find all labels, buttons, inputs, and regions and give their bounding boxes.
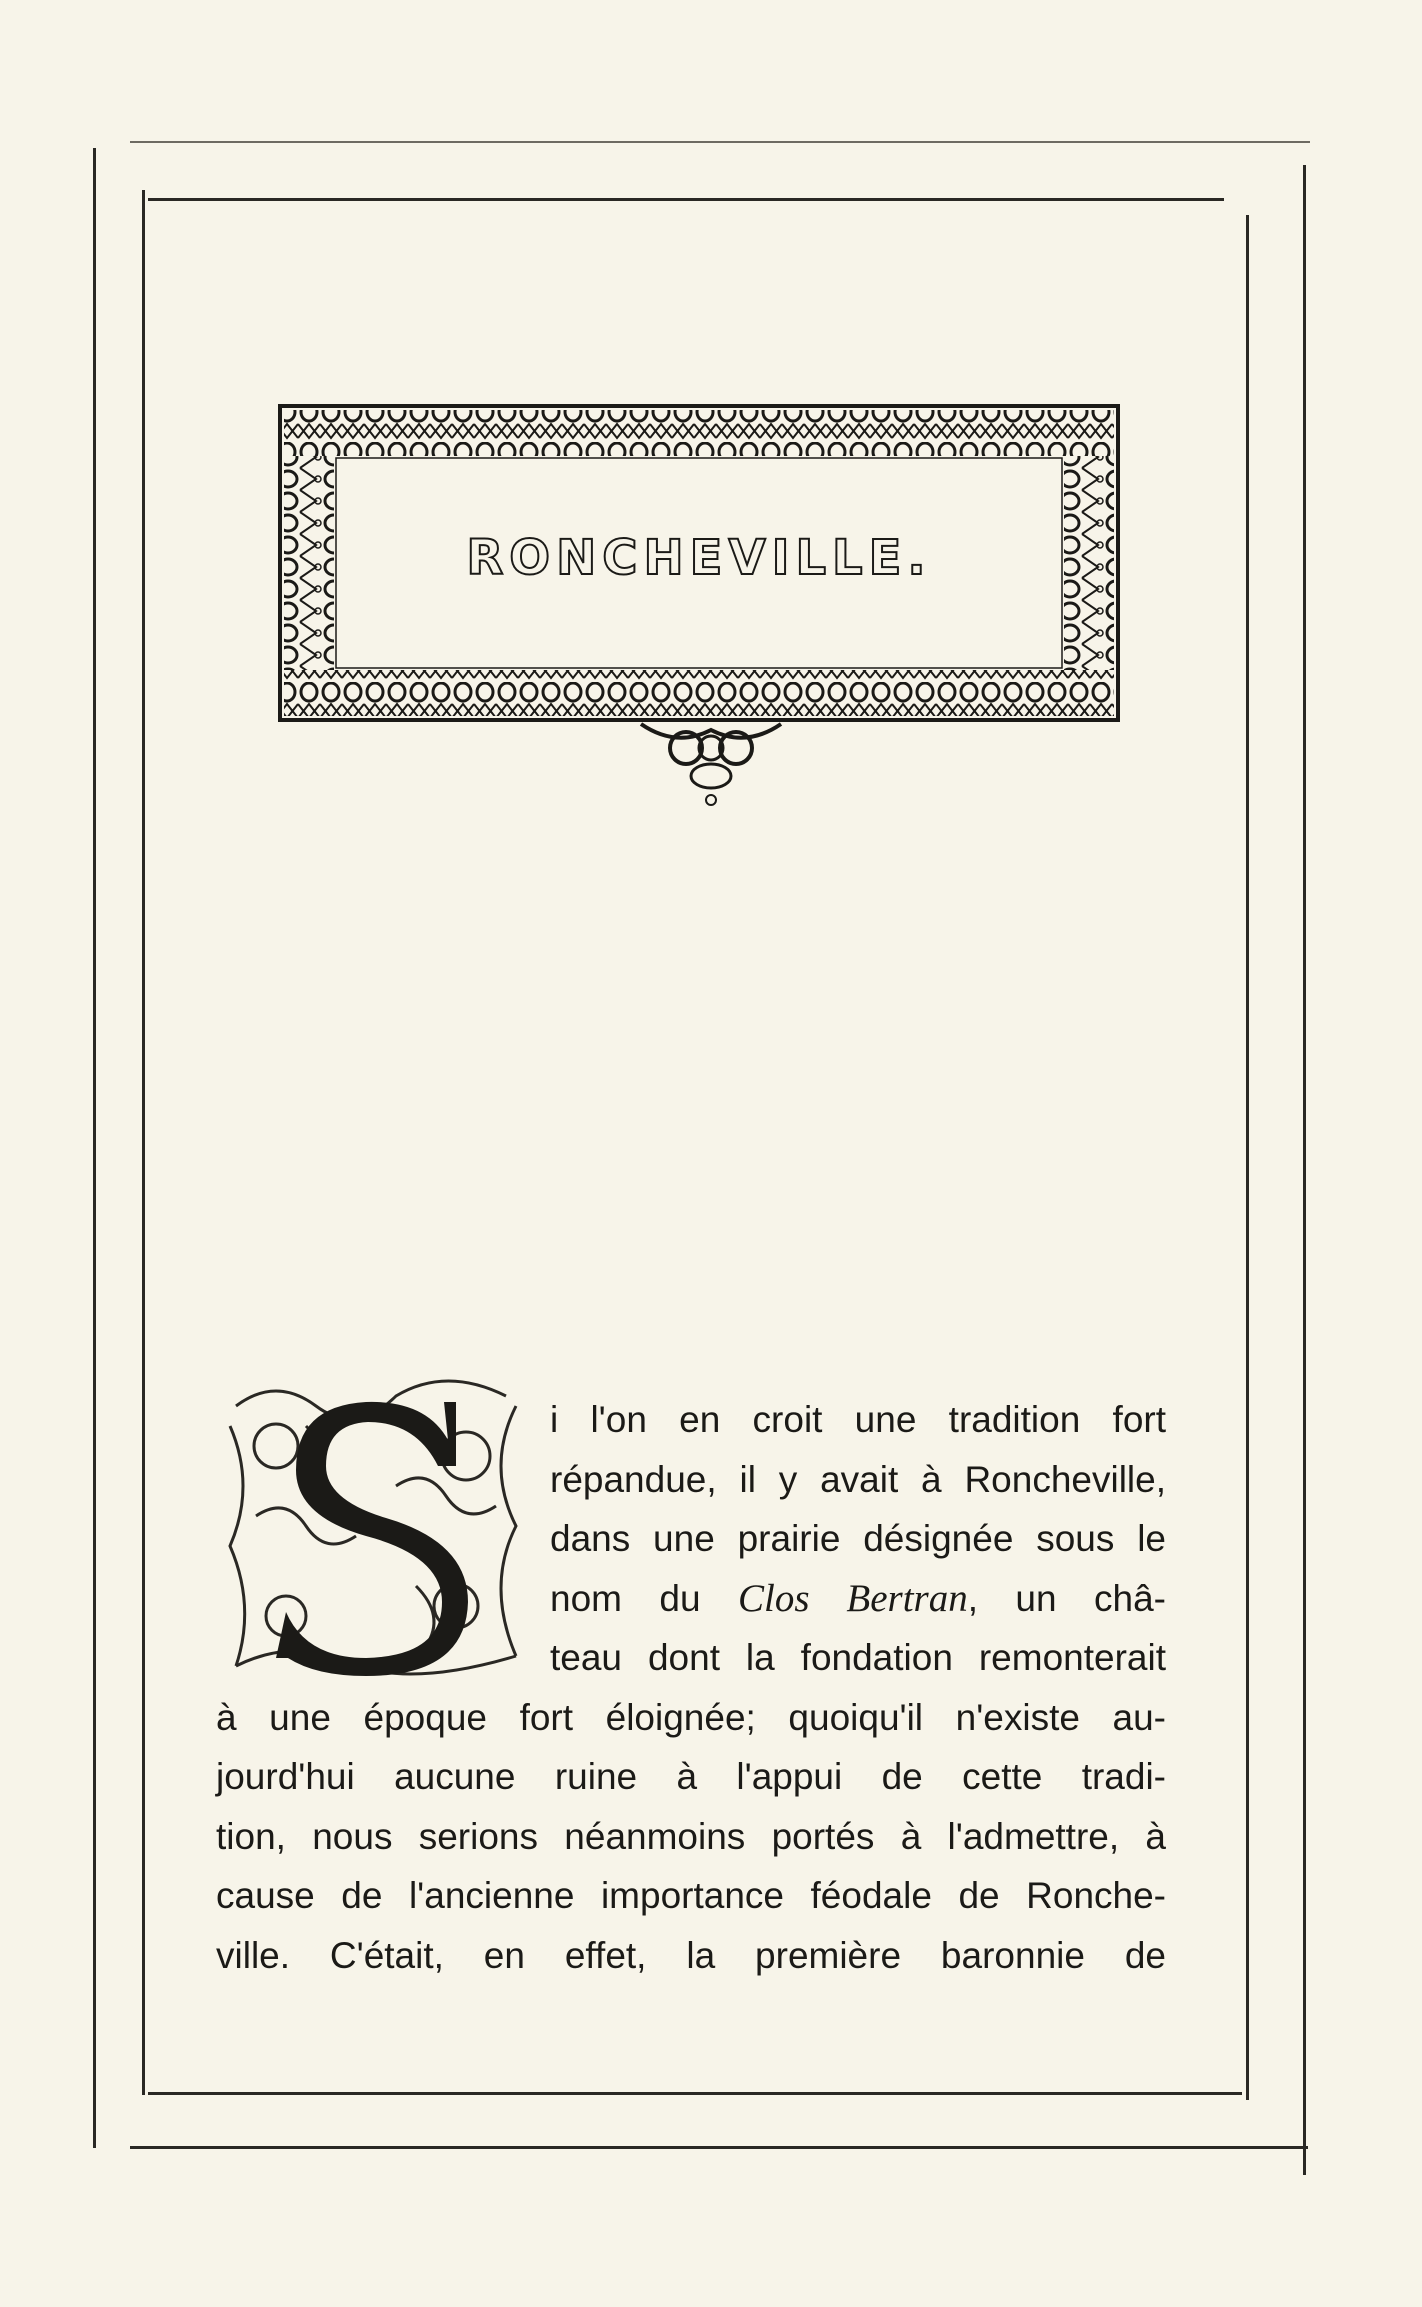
page-title: RONCHEVILLE.	[466, 530, 932, 586]
text-line-part: nom du	[550, 1577, 738, 1619]
text-line: dans une prairie désignée sous le	[550, 1518, 1166, 1559]
inner-frame-bottom-rule	[148, 2092, 1242, 2095]
inner-frame-left-rule	[142, 190, 145, 2095]
inner-frame-top-rule	[148, 198, 1224, 201]
text-line: jourd'hui aucune ruine à l'appui de cette tradi-	[216, 1756, 1166, 1797]
scroll-pendant-icon	[636, 718, 786, 808]
inner-frame-right-rule	[1246, 215, 1249, 2100]
text-line: à une époque fort éloignée; quoiqu'il n'existe au-	[216, 1696, 1166, 1738]
text-line: tion, nous serions néanmoins portés à l'admettre, à	[216, 1815, 1166, 1857]
place-name-italic: Clos Bertran	[737, 1576, 968, 1620]
text-line-part: , un châ-	[967, 1577, 1166, 1619]
text-line: ville. C'était, en effet, la première baronnie de	[216, 1934, 1166, 1976]
text-line: cause de l'ancienne importance féodale de Ronche-	[216, 1875, 1166, 1916]
outer-frame-right-rule	[1303, 165, 1306, 2175]
outer-frame-bottom-rule	[130, 2146, 1308, 2149]
text-line	[216, 1569, 1166, 1629]
outer-frame-left-rule	[93, 148, 96, 2148]
title-cartouche	[276, 402, 1122, 724]
text-line: répandue, il y avait à Roncheville,	[550, 1458, 1166, 1500]
text-line: teau dont la fondation remonterait	[550, 1637, 1166, 1678]
text-line: i l'on en croit une tradition fort	[550, 1399, 1166, 1440]
body-text	[216, 1390, 1166, 1985]
outer-frame-top-rule	[130, 141, 1310, 143]
